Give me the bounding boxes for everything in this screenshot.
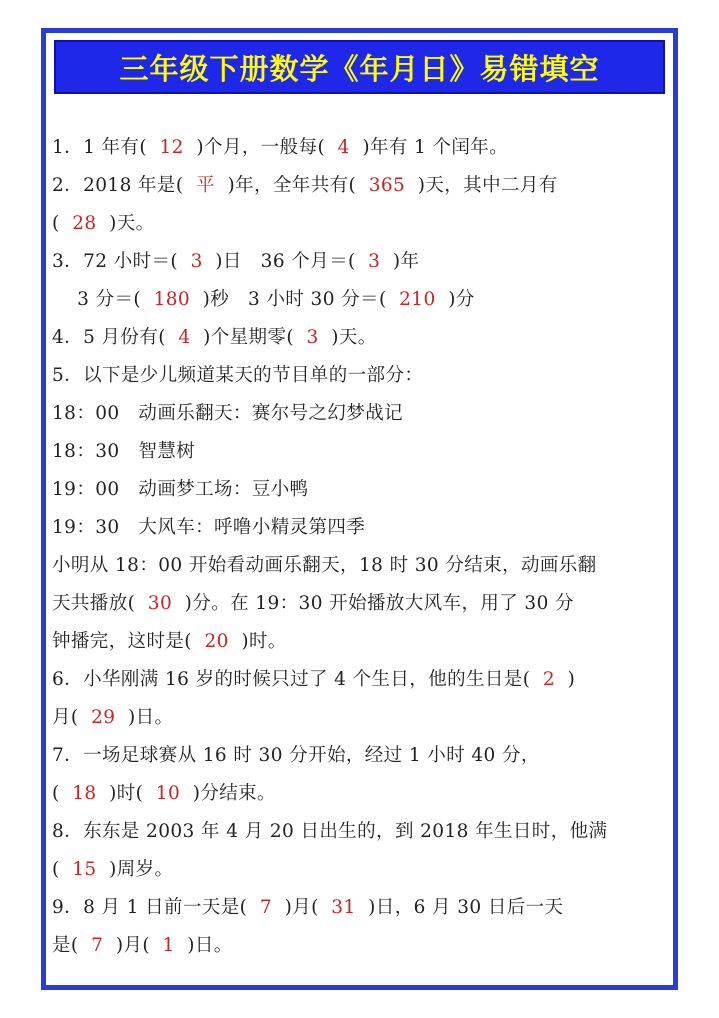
question-line xyxy=(52,364,423,388)
page-title: 三年级下册数学《年月日》易错填空 xyxy=(119,51,600,86)
answer-text: 1 xyxy=(162,935,175,956)
question-line xyxy=(52,782,276,806)
question-text: )日。 xyxy=(115,707,174,728)
question-text: 是( xyxy=(52,935,92,956)
answer-text: 2 xyxy=(542,669,556,690)
question-text: ( xyxy=(52,859,73,880)
question-line xyxy=(52,288,475,312)
answer-text: 180 xyxy=(153,289,191,310)
question-line xyxy=(52,668,575,692)
question-line xyxy=(52,630,287,654)
question-text: 19：00 动画梦工场：豆小鸭 xyxy=(52,479,309,500)
question-text: )日。 xyxy=(174,935,233,956)
answer-text: 3 xyxy=(368,251,381,272)
question-text: 7．一场足球赛从 16 时 30 分开始，经过 1 小时 40 分， xyxy=(52,745,540,766)
question-line xyxy=(52,858,173,882)
question-text: 2．2018 年是( xyxy=(52,175,197,196)
question-text: )时( xyxy=(96,783,156,804)
question-line xyxy=(52,896,563,920)
question-text: 3．72 小时＝( xyxy=(52,251,191,272)
question-text: 天共播放( xyxy=(52,593,148,614)
question-text: 5．以下是少儿频道某天的节目单的一部分： xyxy=(52,365,424,386)
question-text: )个月，一般每( xyxy=(183,137,338,158)
question-text: 19：30 大风车：呼噜小精灵第四季 xyxy=(52,517,366,538)
question-text: 小明从 18：00 开始看动画乐翻天，18 时 30 分结束，动画乐翻 xyxy=(52,555,597,576)
question-line xyxy=(52,934,233,958)
question-text: 钟播完，这时是( xyxy=(52,631,205,652)
answer-text: 210 xyxy=(399,289,436,310)
question-text: )分 xyxy=(435,289,475,310)
question-text: )年 xyxy=(380,251,420,272)
question-text: )天，其中二月有 xyxy=(405,175,558,196)
question-text: 6．小华刚满 16 岁的时候只过了 4 个生日，他的生日是( xyxy=(52,669,543,690)
answer-text: 平 xyxy=(196,175,215,196)
question-text: 18：00 动画乐翻天：赛尔号之幻梦战记 xyxy=(52,403,404,424)
question-line xyxy=(52,402,403,426)
question-line xyxy=(52,136,508,160)
answer-text: 4 xyxy=(178,327,191,348)
answer-text: 18 xyxy=(72,783,97,804)
question-text: )时。 xyxy=(228,631,287,652)
question-line xyxy=(52,478,309,502)
answer-text: 29 xyxy=(91,707,116,728)
answer-text: 20 xyxy=(204,631,229,652)
question-text: )月( xyxy=(103,935,163,956)
question-text: )日 36 个月＝( xyxy=(202,251,369,272)
question-line xyxy=(52,250,419,274)
answer-text: 4 xyxy=(337,137,350,158)
question-line xyxy=(52,706,173,730)
question-line xyxy=(52,592,574,616)
question-text: 8．东东是 2003 年 4 月 20 日出生的，到 2018 年生日时，他满 xyxy=(52,821,608,842)
question-line xyxy=(52,440,195,464)
answer-text: 12 xyxy=(159,137,184,158)
worksheet-frame xyxy=(41,28,678,990)
answer-text: 3 xyxy=(306,327,319,348)
question-text: ( xyxy=(52,783,73,804)
question-text: 9．8 月 1 日前一天是( xyxy=(52,897,260,918)
question-text: )年，全年共有( xyxy=(214,175,369,196)
question-line xyxy=(52,174,558,198)
answer-text: 30 xyxy=(147,593,173,614)
answer-text: 7 xyxy=(91,935,104,956)
question-text: )日，6 月 30 日后一天 xyxy=(355,897,564,918)
answer-text: 365 xyxy=(368,175,406,196)
question-text: ) xyxy=(555,669,576,690)
question-text: )秒 3 小时 30 分＝( xyxy=(190,289,400,310)
answer-text: 7 xyxy=(259,897,273,918)
title-banner xyxy=(54,40,665,94)
question-text: ( xyxy=(52,213,73,234)
question-text: 4．5 月份有( xyxy=(52,327,179,348)
question-line xyxy=(52,516,365,540)
question-text: )月( xyxy=(272,897,332,918)
question-text: 月( xyxy=(52,707,92,728)
question-text: )个星期零( xyxy=(190,327,307,348)
question-text: )分结束。 xyxy=(180,783,276,804)
question-line xyxy=(52,744,540,768)
answer-text: 10 xyxy=(155,783,181,804)
question-text: )周岁。 xyxy=(96,859,174,880)
answer-text: 28 xyxy=(72,213,97,234)
question-line xyxy=(52,326,377,350)
question-text: )天。 xyxy=(318,327,377,348)
question-text: )天。 xyxy=(96,213,155,234)
answer-text: 31 xyxy=(331,897,356,918)
question-text: 3 分＝( xyxy=(52,289,154,310)
question-text: 18：30 智慧树 xyxy=(52,441,196,462)
question-line xyxy=(52,820,607,844)
question-line xyxy=(52,554,597,578)
answer-text: 15 xyxy=(72,859,97,880)
question-text: )年有 1 个闰年。 xyxy=(349,137,509,158)
question-text: )分。在 19：30 开始播放大风车，用了 30 分 xyxy=(172,593,574,614)
question-text: 1．1 年有( xyxy=(52,137,160,158)
answer-text: 3 xyxy=(190,251,203,272)
question-line xyxy=(52,212,155,236)
